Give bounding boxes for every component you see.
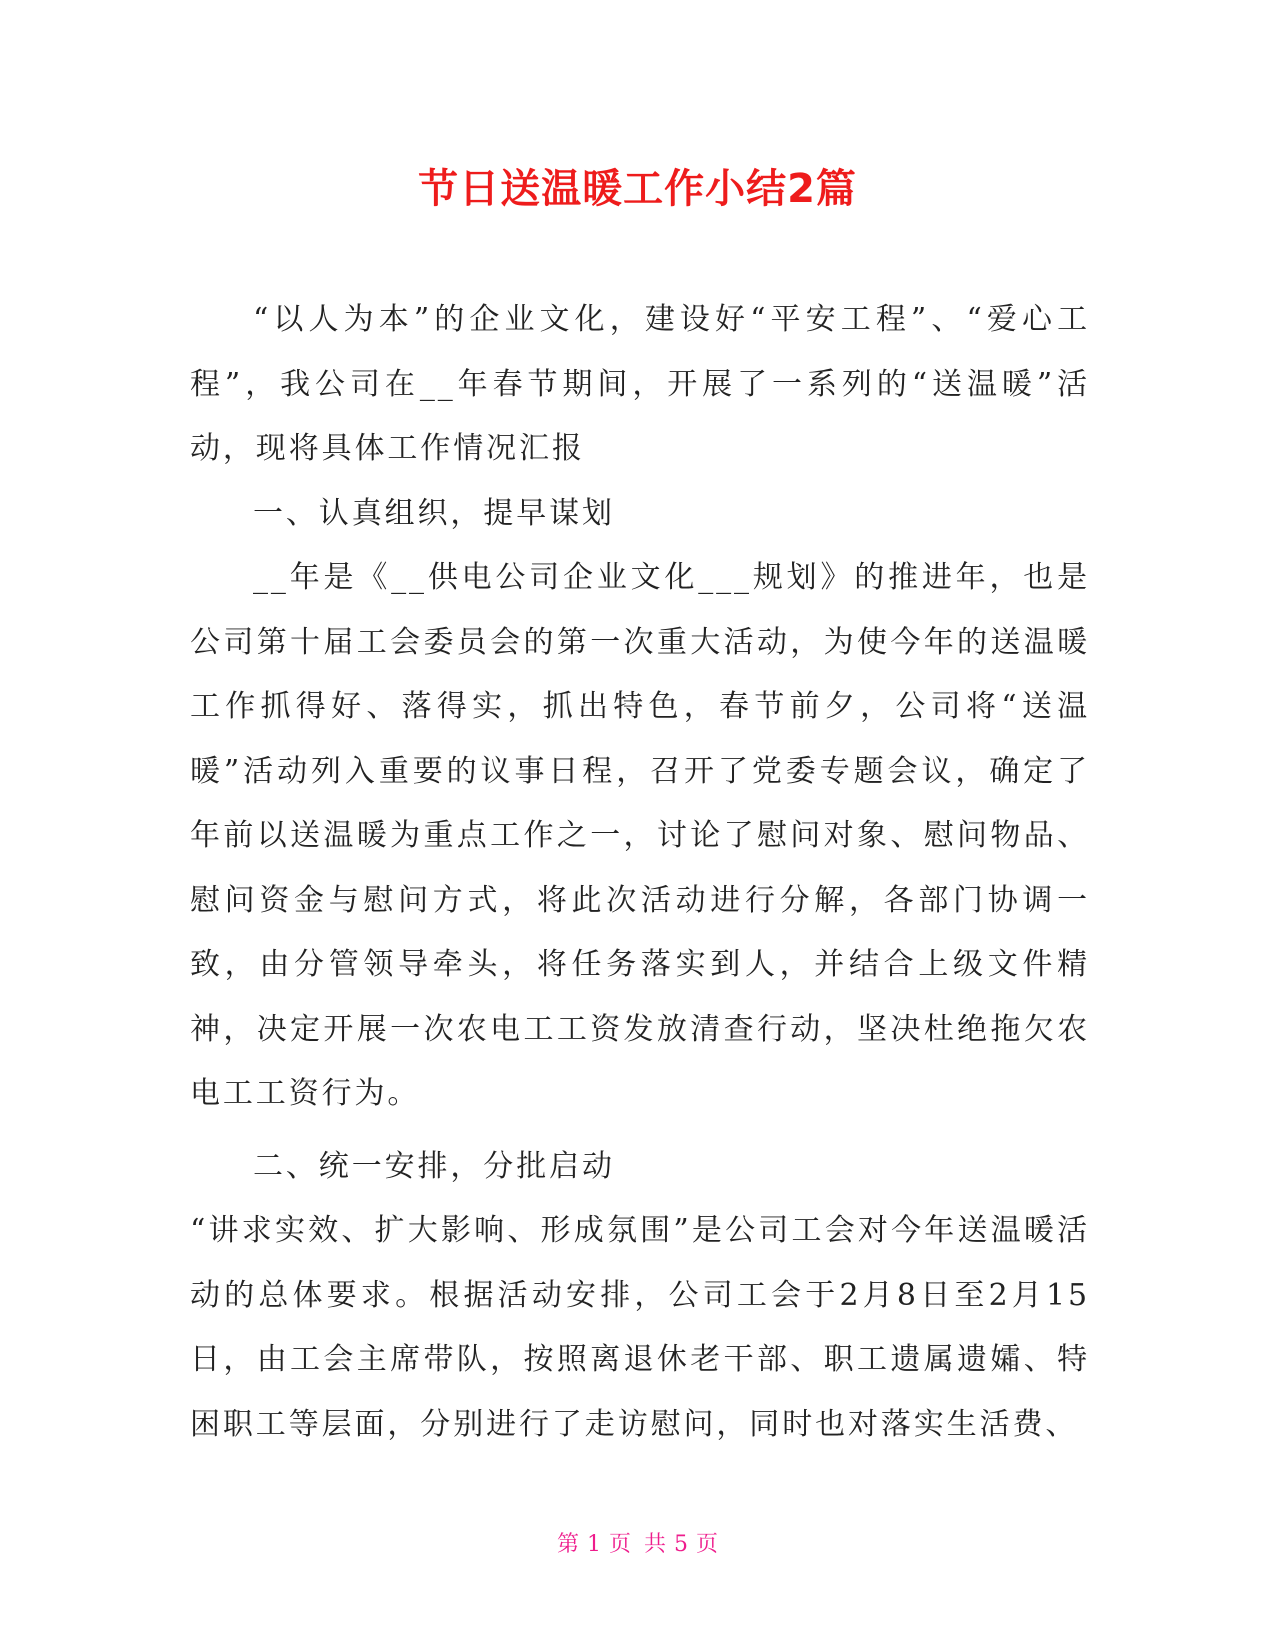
document-title: 节日送温暖工作小结2篇 [418, 166, 857, 212]
footer-prefix: 第 [556, 1532, 579, 1557]
footer-total-pages: 5 [674, 1532, 688, 1557]
footer-current-page: 1 [587, 1532, 601, 1557]
section-heading-2: 二、统一安排，分批启动 [253, 1148, 615, 1184]
footer-middle: 页 共 [609, 1532, 666, 1557]
paragraph-section-1: __年是《__供电公司企业文化___规划》的推进年，也是公司第十届工会委员会的第一次重大活动，为使今年的送温暖工作抓得好、落得实，抓出特色，春节前夕，公司将“送温暖”活动列入重要的议事日程，召开了党委专题会议，确定了年前以送温暖为重点工作之一，讨论了慰问对象、慰问物品、慰问资金与慰问方式，将此次活动进行分解，各部门协调一致，由分管领导牵头，将任务落实到人，并结合上级文件精神，决定开展一次农电工工资发放清查行动，坚决杜绝拖欠农电工工资行为。 [190, 560, 1090, 1111]
page-footer [0, 1530, 1275, 1560]
document-body [190, 288, 1090, 1457]
paragraph-intro: “以人为本”的企业文化，建设好“平安工程”、“爱心工程”，我公司在__年春节期间，开展了一系列的“送温暖”活动，现将具体工作情况汇报 [190, 302, 1090, 466]
paragraph-section-2: “讲求实效、扩大影响、形成氛围”是公司工会对今年送温暖活动的总体要求。根据活动安排，公司工会于2月8日至2月15日，由工会主席带队，按照离退休老干部、职工遗属遗孀、特困职工等层面，分别进行了走访慰问，同时也对落实生活费、 [190, 1213, 1090, 1442]
section-heading-1: 一、认真组织，提早谋划 [253, 495, 615, 531]
footer-suffix: 页 [696, 1532, 719, 1557]
